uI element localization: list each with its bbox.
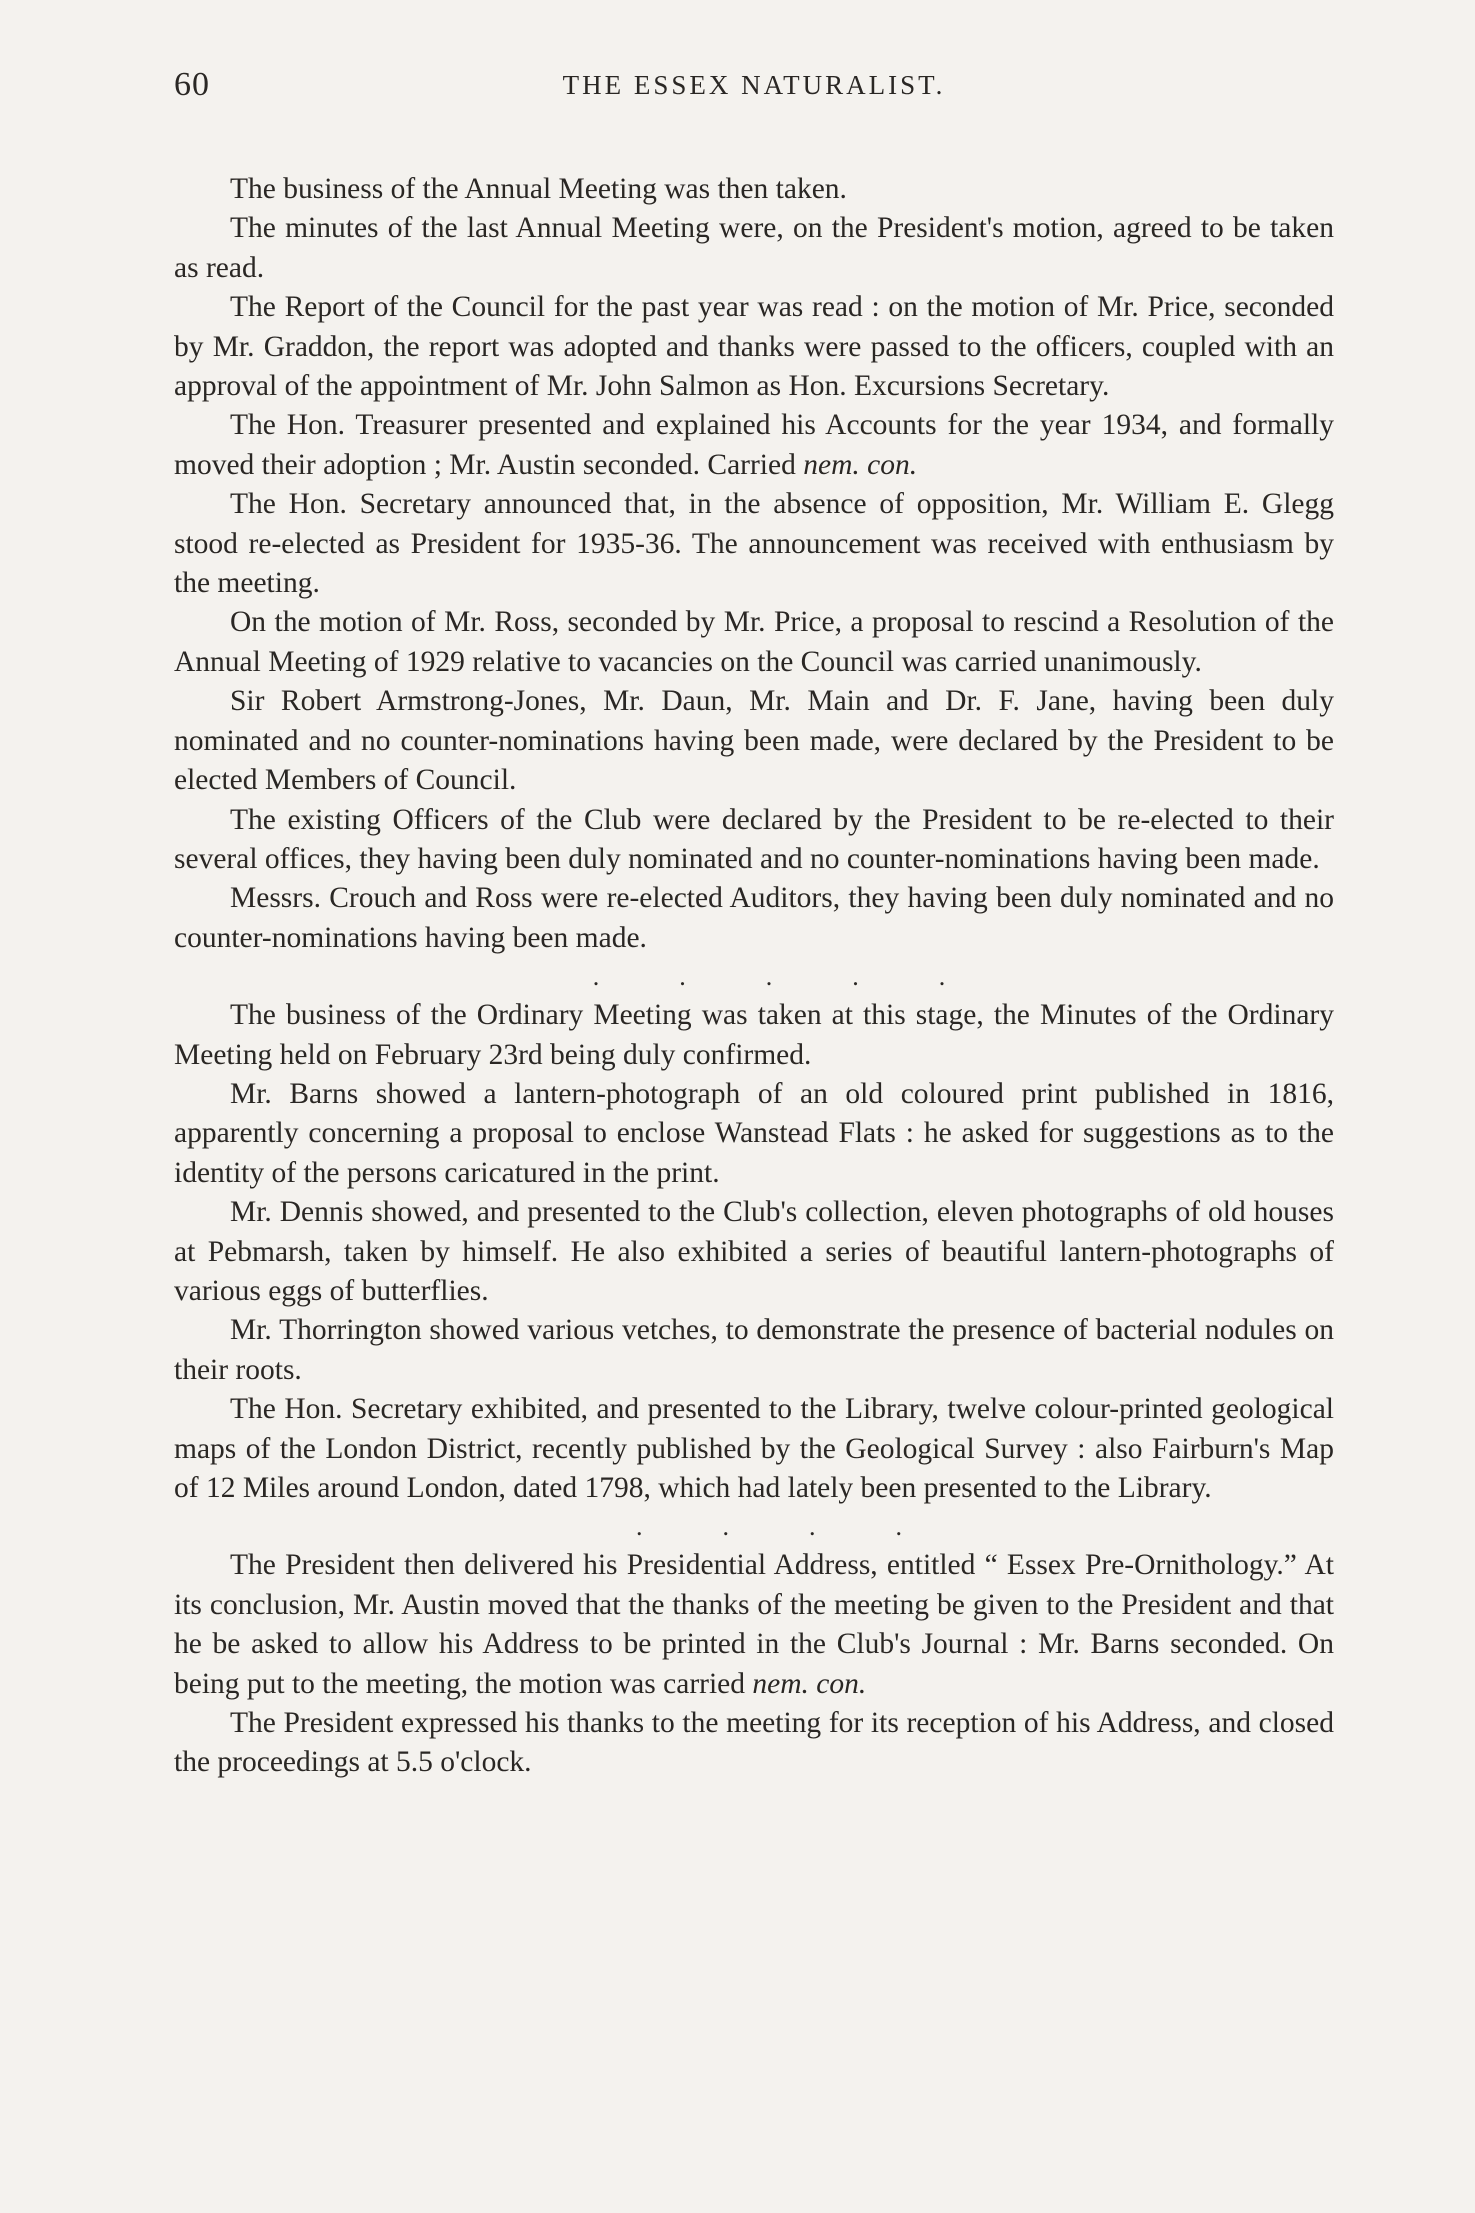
section-separator [204,958,1334,996]
paragraph: The Hon. Secretary announced that, in the absence of opposition, Mr. William E. Glegg stood re-elected as President for 1935-36. The announcement was received with enthusiasm by the meeting. [174,488,1334,600]
paragraph: Sir Robert Armstrong-Jones, Mr. Daun, Mr. Main and Dr. F. Jane, having been duly nominated and no counter-nominations having been made, were declared by the President to be elected Members of Council. [174,685,1334,797]
paragraph: Mr. Dennis showed, and presented to the Club's collection, eleven photographs of old houses at Pebmarsh, taken by himself. He also exhibited a series of beautiful lantern-photographs of various eggs of butterflies. [174,1196,1334,1307]
paragraph: The President expressed his thanks to the meeting for its reception of his Address, and closed the proceedings at 5.5 o'clock. [174,1707,1334,1779]
separator-dot: . [938,962,946,992]
section-separator [204,1508,1334,1546]
separator-dot: . [809,1512,816,1542]
paragraph: The business of the Ordinary Meeting was taken at this stage, the Minutes of the Ordinary Meeting held on February 23rd being duly confirmed. [174,999,1334,1071]
italic-phrase: nem. con. [803,448,918,481]
italic-phrase: nem. con. [752,1667,867,1700]
paragraph-text: The Hon. Treasurer presented and explained his Accounts for the year 1934, and formally moved their adoption ; Mr. Austin seconded. Carried [174,409,1334,481]
separator-dot: . [852,962,859,992]
separator-dot: . [592,962,600,992]
paragraph: The Report of the Council for the past year was read : on the motion of Mr. Price, seconded by Mr. Graddon, the report was adopted and thanks were passed to the officers, coupled with an approval of the appointment of Mr. John Salmon as Hon. Excursions Secretary. [174,291,1334,403]
separator-dot: . [636,1512,643,1542]
separator-dot: . [765,962,773,992]
paragraph: The Hon. Secretary exhibited, and presented to the Library, twelve colour-printed geological maps of the London District, recently published by the Geological Survey : also Fairburn's Map of 12 Miles around London, dated 1798, which had lately been presented to the Library. [174,1393,1334,1504]
paragraph: On the motion of Mr. Ross, seconded by Mr. Price, a proposal to rescind a Resolution of the Annual Meeting of 1929 relative to vacancies on the Council was carried unanimously. [174,606,1334,678]
page-number: 60 [174,66,210,103]
paragraph [174,406,1334,485]
paragraph-text: The President then delivered his Presidential Address, entitled “ Essex Pre-Ornithology.” At its conclusion, Mr. Austin moved that the thanks of the meeting be given to the President and that he be asked to allow his Address to be printed in the Club's Journal : Mr. Barns seconded. On being put to the meeting, the motion was carried [174,1549,1334,1700]
paragraph: Mr. Barns showed a lantern-photograph of an old coloured print published in 1816, apparently concerning a proposal to enclose Wanstead Flats : he asked for suggestions as to the identity of the persons caricatured in the print. [174,1077,1334,1189]
paragraph: The minutes of the last Annual Meeting were, on the President's motion, agreed to be taken as read. [174,212,1334,284]
document-page [174,66,1334,1783]
paragraph: The business of the Annual Meeting was then taken. [230,173,847,205]
journal-title: THE ESSEX NATURALIST. [562,70,946,100]
paragraph [174,1546,1334,1704]
separator-dot: . [722,1512,729,1542]
running-head [174,66,1334,118]
paragraph: The existing Officers of the Club were declared by the President to be re-elected to their several offices, they having been duly nominated and no counter-nominations having been made. [174,803,1334,875]
paragraph: Mr. Thorrington showed various vetches, to demonstrate the presence of bacterial nodules on their roots. [174,1314,1334,1386]
separator-dot: . [679,962,686,992]
separator-dot: . [895,1512,902,1542]
paragraph: Messrs. Crouch and Ross were re-elected Auditors, they having been duly nominated and no counter-nominations having been made. [174,882,1334,954]
